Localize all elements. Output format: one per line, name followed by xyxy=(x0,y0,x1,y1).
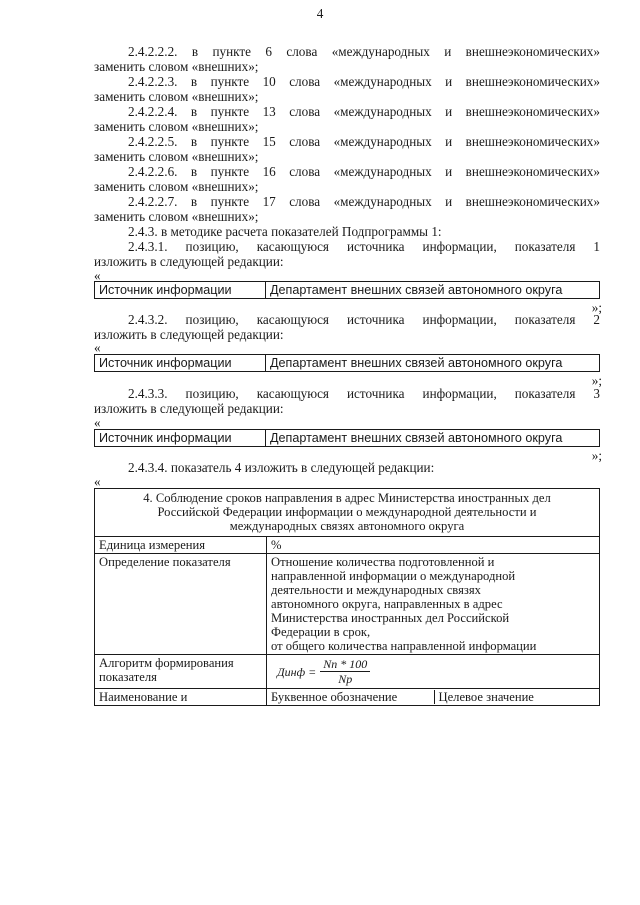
paragraph-line: 2.4.2.2.2. в пункте 6 слова «международных и внешнеэкономических» xyxy=(128,44,600,59)
quote-open: « xyxy=(94,340,101,355)
source-value: Департамент внешних связей автономного округа xyxy=(266,355,600,372)
indicator-header: 4. Соблюдение сроков направления в адрес Министерства иностранных дел Российской Федерации информации о международной деятельности и международных связях автономного округа xyxy=(95,489,600,537)
paragraph-line: 2.4.2.2.6. в пункте 16 слова «международных и внешнеэкономических» xyxy=(128,164,600,179)
position-line: 2.4.3.3. позицию, касающуюся источника информации, показателя 3 xyxy=(128,386,600,401)
source-table-2 xyxy=(94,354,600,372)
source-label: Источник информации xyxy=(95,430,266,447)
methodology-heading: 2.4.3. в методике расчета показателей Подпрограммы 1: xyxy=(128,224,442,239)
quote-close: »; xyxy=(591,448,602,463)
paragraph-line: 2.4.2.2.7. в пункте 17 слова «международных и внешнеэкономических» xyxy=(128,194,600,209)
source-label: Источник информации xyxy=(95,282,266,299)
source-value: Департамент внешних связей автономного округа xyxy=(266,282,600,299)
formula-lhs: Динф = xyxy=(277,664,317,679)
formula-fraction xyxy=(320,657,370,686)
name-subheader xyxy=(267,689,600,706)
position-line: 2.4.3.1. позицию, касающуюся источника информации, показателя 1 xyxy=(128,239,600,254)
paragraph-line: заменить словом «внешних»; xyxy=(94,179,259,194)
paragraph-line: заменить словом «внешних»; xyxy=(94,209,259,224)
position-line: изложить в следующей редакции: xyxy=(94,254,284,269)
formula xyxy=(271,656,370,687)
name-label: Наименование и xyxy=(95,689,267,706)
source-label: Источник информации xyxy=(95,355,266,372)
paragraph-line: заменить словом «внешних»; xyxy=(94,149,259,164)
quote-open: « xyxy=(94,474,101,489)
quote-close: »; xyxy=(591,300,602,315)
source-table-3 xyxy=(94,429,600,447)
position-3 xyxy=(94,386,600,416)
quote-close: »; xyxy=(591,373,602,388)
letter-label: Буквенное обозначение xyxy=(271,690,398,704)
paragraph-line: 2.4.2.2.5. в пункте 15 слова «международных и внешнеэкономических» xyxy=(128,134,600,149)
indicator-table xyxy=(94,488,600,706)
amendment-list xyxy=(94,44,600,269)
indicator-4-intro: 2.4.3.4. показатель 4 изложить в следующей редакции: xyxy=(128,460,435,475)
definition-value: Отношение количества подготовленной и направленной информации о международной деятельности и международных связях автономного округа, направленных в адрес Министерства иностранных дел Российской Федерации в срок, от общего количества направленной информации xyxy=(267,554,600,655)
formula-denominator: Np xyxy=(338,672,353,686)
unit-value: % xyxy=(267,537,600,554)
target-label: Целевое значение xyxy=(434,690,596,704)
paragraph-line: заменить словом «внешних»; xyxy=(94,59,259,74)
position-2 xyxy=(94,312,600,342)
formula-numerator: Nn * 100 xyxy=(320,657,370,672)
definition-label: Определение показателя xyxy=(95,554,267,655)
source-table-1 xyxy=(94,281,600,299)
position-line: 2.4.3.2. позицию, касающуюся источника информации, показателя 2 xyxy=(128,312,600,327)
position-line: изложить в следующей редакции: xyxy=(94,327,284,342)
paragraph-line: заменить словом «внешних»; xyxy=(94,89,259,104)
position-line: изложить в следующей редакции: xyxy=(94,401,284,416)
quote-open: « xyxy=(94,268,101,283)
quote-open: « xyxy=(94,415,101,430)
unit-label: Единица измерения xyxy=(95,537,267,554)
paragraph-line: заменить словом «внешних»; xyxy=(94,119,259,134)
page-number: 4 xyxy=(316,6,324,21)
paragraph-line: 2.4.2.2.4. в пункте 13 слова «международных и внешнеэкономических» xyxy=(128,104,600,119)
algorithm-formula xyxy=(267,655,600,689)
source-value: Департамент внешних связей автономного округа xyxy=(266,430,600,447)
paragraph-line: 2.4.2.2.3. в пункте 10 слова «международных и внешнеэкономических» xyxy=(128,74,600,89)
algorithm-label: Алгоритм формирования показателя xyxy=(95,655,267,689)
